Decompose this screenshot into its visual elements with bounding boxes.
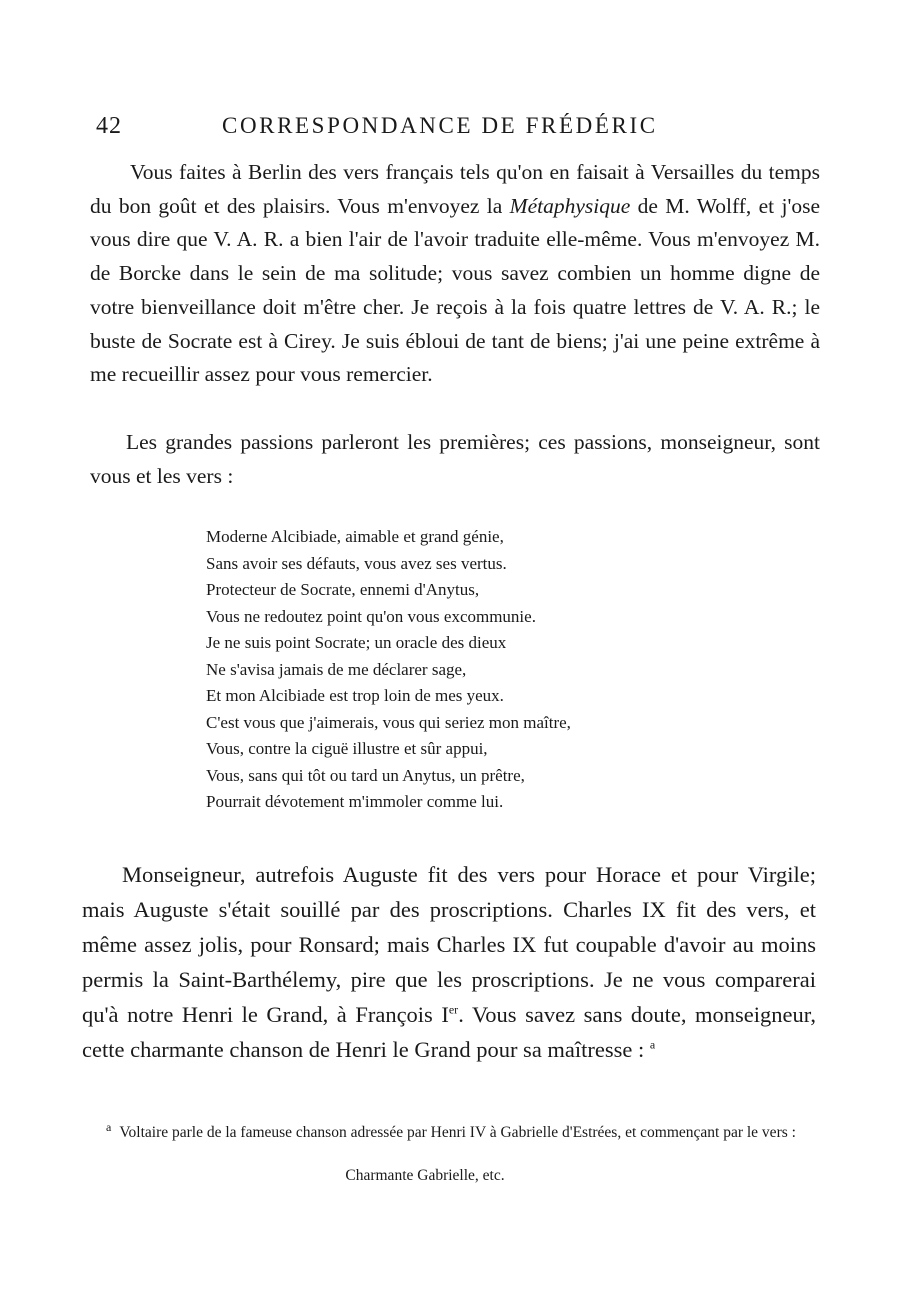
poem-line: C'est vous que j'aimerais, vous qui seriez mon maître, <box>206 712 571 732</box>
running-head: CORRESPONDANCE DE FRÉDÉRIC <box>222 113 658 138</box>
superscript-er: er <box>448 1002 459 1017</box>
paragraph-3-text-a: Monseigneur, autrefois Auguste fit des vers pour Horace et pour Virgile; mais Auguste s'était souillé par des proscriptions. Charles IX fit des vers, et même assez jolis, pour Ronsard; mais Charles IX fut coupable d'avoir au moins permis la Saint-Barthélemy, pire que les proscriptions. Je ne vous comparerai qu'à notre Henri le Grand, à François I <box>82 862 816 1027</box>
poem-line: Protecteur de Socrate, ennemi d'Anytus, <box>206 580 480 599</box>
footnote-reference: a <box>649 1037 656 1052</box>
poem <box>206 524 571 816</box>
poem-line: Pourrait dévotement m'immoler comme lui. <box>206 792 504 811</box>
paragraph-1-text-b: de M. Wolff, et j'ose vous dire que V. A. R. a bien l'air de l'avoir traduite elle-même. Vous m'envoyez M. de Borcke dans le sein de ma solitude; vous savez combien un homme digne de votre bienveillance doit m'être cher. Je reçois à la fois quatre lettres de V. A. R.; le buste de Socrate est à Cirey. Je suis ébloui de tant de biens; j'ai une peine extrême à me recueillir assez pour vous remercier. <box>90 193 820 387</box>
footnote <box>80 1121 816 1145</box>
poem-line: Je ne suis point Socrate; un oracle des dieux <box>206 633 507 652</box>
paragraph-1-italic-title: Métaphysique <box>509 193 631 218</box>
poem-line: Vous, sans qui tôt ou tard un Anytus, un prêtre, <box>206 765 525 785</box>
footnote-quote: Charmante Gabrielle, etc. <box>345 1167 505 1184</box>
poem-line: Vous ne redoutez point qu'on vous excommunie. <box>206 606 536 626</box>
poem-line: Sans avoir ses défauts, vous avez ses vertus. <box>206 553 507 573</box>
footnote-text: Voltaire parle de la fameuse chanson adressée par Henri IV à Gabrielle d'Estrées, et commençant par le vers : <box>119 1124 796 1141</box>
paragraph-1-text-a: Vous faites à Berlin des vers français tels qu'on en faisait à Versailles du temps du bon goût et des plaisirs. Vous m'envoyez la <box>90 160 820 218</box>
poem-line: Moderne Alcibiade, aimable et grand génie, <box>206 527 504 546</box>
page-number: 42 <box>96 113 122 139</box>
footnote-marker: a <box>106 1119 112 1134</box>
letter-paragraph-1 <box>90 156 820 392</box>
paragraph-3-text-b: . Vous savez sans doute, monseigneur, cette charmante chanson de Henri le Grand pour sa maîtresse : <box>82 1002 816 1062</box>
poem-line: Ne s'avisa jamais de me déclarer sage, <box>206 659 467 679</box>
letter-paragraph-3 <box>82 857 816 1067</box>
poem-line: Et mon Alcibiade est trop loin de mes yeux. <box>206 686 504 705</box>
letter-paragraph-2: Les grandes passions parleront les premières; ces passions, monseigneur, sont vous et les vers : <box>90 430 820 488</box>
poem-line: Vous, contre la ciguë illustre et sûr appui, <box>206 739 488 758</box>
